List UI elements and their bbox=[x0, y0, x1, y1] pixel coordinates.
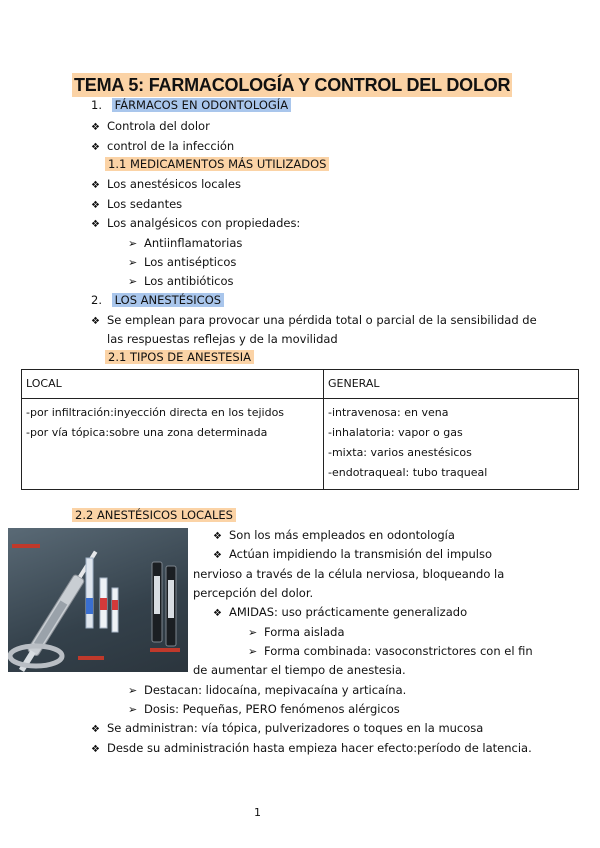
sub-list-item bbox=[128, 682, 406, 699]
sub-list-item-text: Los antisépticos bbox=[144, 255, 237, 269]
list-item bbox=[91, 118, 210, 136]
list-item-text: Se administran: vía tópica, pulverizadores o toques en la mucosa bbox=[107, 721, 484, 735]
page-number: 1 bbox=[254, 806, 261, 819]
list-item-continuation: de aumentar el tiempo de anestesia. bbox=[193, 663, 406, 677]
bullet-icon: ❖ bbox=[213, 531, 222, 542]
bullet-icon: ❖ bbox=[91, 316, 100, 327]
list-item bbox=[91, 196, 182, 214]
list-item-text: Controla del dolor bbox=[107, 119, 210, 133]
list-item bbox=[213, 527, 455, 545]
bullet-icon: ❖ bbox=[91, 200, 100, 211]
sub-list-item bbox=[128, 701, 400, 718]
table-cell-line: -por infiltración:inyección directa en los tejidos bbox=[26, 406, 285, 419]
table-cell-general bbox=[324, 399, 579, 490]
table-cell-line: -por vía tópica:sobre una zona determinada bbox=[26, 426, 268, 439]
list-item bbox=[91, 176, 241, 194]
arrow-icon: ➢ bbox=[128, 256, 138, 269]
list-item-continuation: nervioso a través de la célula nerviosa, bloqueando la bbox=[193, 567, 505, 581]
subsection-2-1-heading bbox=[105, 349, 254, 365]
list-item-text: Los anestésicos locales bbox=[107, 177, 241, 191]
section-2-title: LOS ANESTÉSICOS bbox=[112, 293, 224, 307]
subsection-2-2-title: 2.2 ANESTÉSICOS LOCALES bbox=[72, 508, 236, 522]
section-1-title: FÁRMACOS EN ODONTOLOGÍA bbox=[112, 98, 291, 112]
table-header-local: LOCAL bbox=[22, 370, 324, 399]
bullet-icon: ❖ bbox=[91, 142, 100, 153]
list-item-continuation: las respuestas reflejas y de la movilidad bbox=[107, 332, 338, 346]
list-item bbox=[91, 740, 532, 758]
bullet-icon: ❖ bbox=[91, 724, 100, 735]
table-cell-line: -mixta: varios anestésicos bbox=[328, 446, 472, 459]
list-item bbox=[213, 546, 492, 564]
arrow-icon: ➢ bbox=[128, 275, 138, 288]
sub-list-item bbox=[128, 254, 236, 271]
section-1-heading bbox=[91, 97, 291, 113]
subsection-2-1-title: 2.1 TIPOS DE ANESTESIA bbox=[105, 350, 254, 364]
section-2-number: 2. bbox=[91, 293, 102, 307]
bullet-icon: ❖ bbox=[91, 180, 100, 191]
bullet-icon: ❖ bbox=[213, 550, 222, 561]
sub-list-item-text: Destacan: lidocaína, mepivacaína y articaína. bbox=[144, 683, 407, 697]
list-item bbox=[91, 215, 300, 233]
arrow-icon: ➢ bbox=[128, 237, 138, 250]
bullet-icon: ❖ bbox=[213, 608, 222, 619]
list-item bbox=[91, 312, 537, 330]
bullet-icon: ❖ bbox=[91, 122, 100, 133]
sub-list-item-text: Forma aislada bbox=[264, 625, 345, 639]
bullet-icon: ❖ bbox=[91, 219, 100, 230]
list-item bbox=[213, 604, 467, 622]
subsection-1-1-title: 1.1 MEDICAMENTOS MÁS UTILIZADOS bbox=[105, 157, 329, 171]
page-title: TEMA 5: FARMACOLOGÍA Y CONTROL DEL DOLOR bbox=[74, 75, 511, 95]
list-item-text: Actúan impidiendo la transmisión del impulso bbox=[229, 547, 492, 561]
sub-list-item-text: Dosis: Pequeñas, PERO fenómenos alérgicos bbox=[144, 702, 400, 716]
list-item-text: Desde su administración hasta empieza hacer efecto:período de latencia. bbox=[107, 741, 532, 755]
table-header-row bbox=[22, 370, 579, 399]
table-cell-line: -endotraqueal: tubo traqueal bbox=[328, 466, 488, 479]
sub-list-item bbox=[128, 235, 242, 252]
section-1-number: 1. bbox=[91, 98, 102, 112]
list-item-text: Los sedantes bbox=[107, 197, 183, 211]
arrow-icon: ➢ bbox=[248, 645, 258, 658]
sub-list-item-text: Los antibióticos bbox=[144, 274, 234, 288]
sub-list-item bbox=[128, 273, 234, 290]
table-header-general: GENERAL bbox=[324, 370, 579, 399]
arrow-icon: ➢ bbox=[128, 703, 138, 716]
subsection-2-2-heading bbox=[72, 507, 236, 523]
subsection-1-1-heading bbox=[105, 156, 329, 172]
table-cell-local bbox=[22, 399, 324, 490]
list-item-continuation: percepción del dolor. bbox=[193, 586, 314, 600]
syringe-illustration bbox=[8, 528, 188, 672]
bullet-icon: ❖ bbox=[91, 744, 100, 755]
list-item-text: Se emplean para provocar una pérdida total o parcial de la sensibilidad de bbox=[107, 313, 537, 327]
sub-list-item-text: Forma combinada: vasoconstrictores con el fin bbox=[264, 644, 533, 658]
section-2-heading bbox=[91, 292, 224, 308]
list-item-text: AMIDAS: uso prácticamente generalizado bbox=[229, 605, 468, 619]
sub-list-item bbox=[248, 624, 345, 641]
list-item-text: control de la infección bbox=[107, 139, 235, 153]
table-cell-line: -intravenosa: en vena bbox=[328, 406, 449, 419]
list-item-text: Son los más empleados en odontología bbox=[229, 528, 455, 542]
dental-syringe-photo bbox=[8, 528, 188, 672]
table-cell-line: -inhalatoria: vapor o gas bbox=[328, 426, 463, 439]
sub-list-item-text: Antiinflamatorias bbox=[144, 236, 243, 250]
list-item bbox=[91, 138, 234, 156]
arrow-icon: ➢ bbox=[248, 626, 258, 639]
list-item bbox=[91, 720, 483, 738]
arrow-icon: ➢ bbox=[128, 684, 138, 697]
anesthesia-types-table bbox=[21, 369, 579, 490]
sub-list-item bbox=[248, 643, 533, 660]
table-row bbox=[22, 399, 579, 490]
list-item-text: Los analgésicos con propiedades: bbox=[107, 216, 301, 230]
